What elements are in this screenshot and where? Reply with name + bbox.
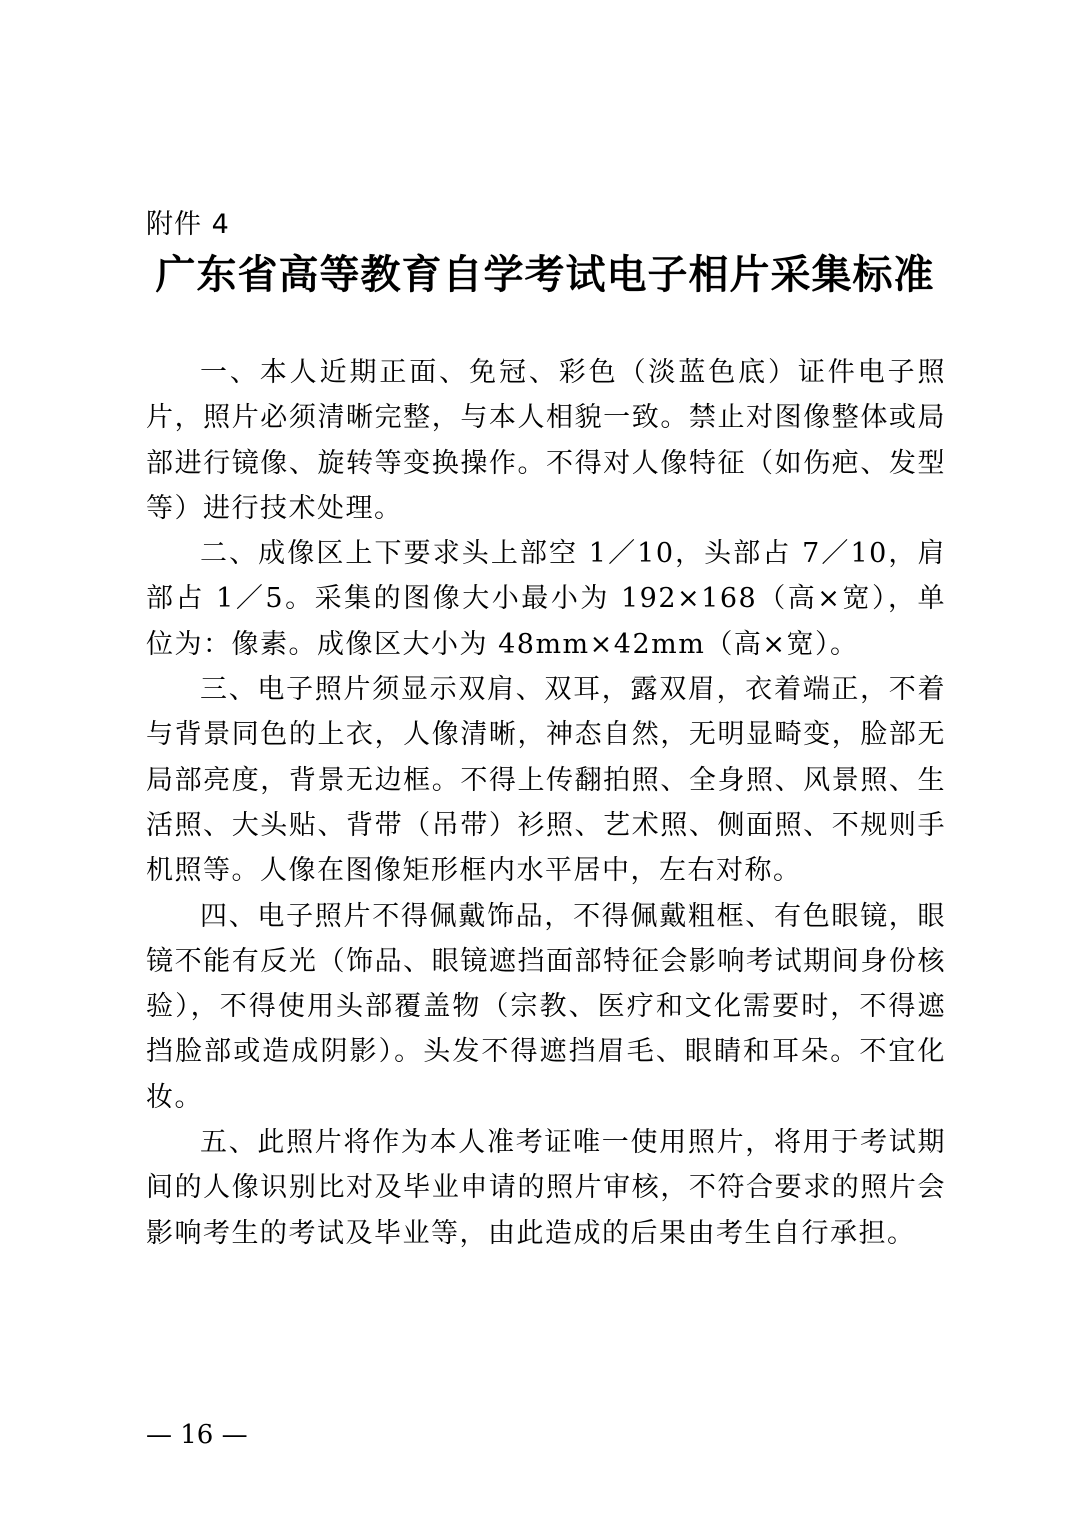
paragraph-1: 一、本人近期正面、免冠、彩色（淡蓝色底）证件电子照片，照片必须清晰完整，与本人相貌一致。禁止对图像整体或局部进行镜像、旋转等变换操作。不得对人像特征（如伤疤、发型等）进行技术处理。 (146, 357, 946, 524)
page-number: — 16 — (146, 1420, 248, 1450)
paragraph-4: 四、电子照片不得佩戴饰品，不得佩戴粗框、有色眼镜，眼镜不能有反光（饰品、眼镜遮挡面部特征会影响考试期间身份核验），不得使用头部覆盖物（宗教、医疗和文化需要时，不得遮挡脸部或造成阴影）。头发不得遮挡眉毛、眼睛和耳朵。不宜化妆。 (146, 900, 946, 1113)
attachment-label: 附件 4 (146, 209, 230, 240)
paragraph-5: 五、此照片将作为本人准考证唯一使用照片，将用于考试期间的人像识别比对及毕业申请的照片审核，不符合要求的照片会影响考生的考试及毕业等，由此造成的后果由考生自行承担。 (146, 1127, 946, 1249)
paragraph-3: 三、电子照片须显示双肩、双耳，露双眉，衣着端正，不着与背景同色的上衣，人像清晰，神态自然，无明显畸变，脸部无局部亮度，背景无边框。不得上传翻拍照、全身照、风景照、生活照、大头贴、背带（吊带）衫照、艺术照、侧面照、不规则手机照等。人像在图像矩形框内水平居中，左右对称。 (146, 674, 946, 887)
document-body (146, 350, 946, 1256)
document-title: 广东省高等教育自学考试电子相片采集标准 (155, 251, 935, 298)
paragraph-2: 二、成像区上下要求头上部空 1／10，头部占 7／10，肩部占 1／5。采集的图像大小最小为 192×168（高×宽），单位为：像素。成像区大小为 48mm×42mm（高×宽）。 (146, 538, 946, 660)
